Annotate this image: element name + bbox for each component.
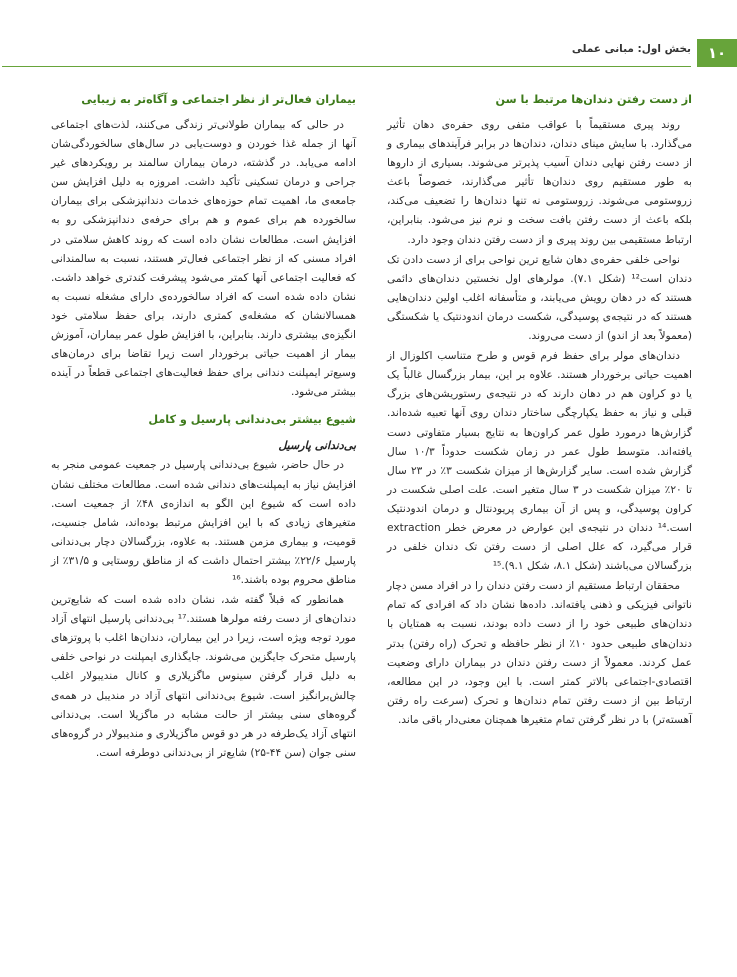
paragraph: روند پیری مستقیماً با عواقب متفی روی حفره‌ی دهان تأثیر می‌گذارد. با سایش مینای دندان، دندان‌ها در برابر فرآیندهای بیماری و از دست رفتن نهایی دندان آسیب پذیرتر می‌شوند. بسیاری از داروها به طور مستقیم روی دندان‌ها تأثیر می‌گذارند، خصوصاً باعث زروستومی می‌شوند. زروستومی نه تنها دندان‌ها را تضعیف می‌کند، بلکه باعث از دست رفتن بافت سخت و نرم نیز می‌شود. بنابراین، ارتباط مستقیمی بین روند پیری و از دست رفتن دندان وجود دارد. [387, 119, 692, 246]
paragraph: در حال حاضر، شیوع بی‌دندانی پارسیل در جمعیت عمومی منجر به افزایش نیاز به ایمپلنت‌های دندانی شده است. مطالعات مختلف نشان داده است که شیوع این الگو به اندازه‌ی ۴۸٪ از جمعیت است. متغیرهای زیادی که با این افزایش مرتبط بوده‌اند، شامل جنسیت، قومیت، و بیماری مزمن هستند. به علاوه، بزرگسالان دچار بی‌دندانی پارسیل ۲۲/۶٪ بیشتر احتمال داشت که از مناطق روستایی و ۳۱/۵٪ از مناطق محروم بوده باشند.¹⁶ [51, 459, 356, 586]
page-header [0, 39, 737, 65]
paragraph: در حالی که بیماران طولانی‌تر زندگی می‌کنند، لذت‌های اجتماعی آنها از جمله غذا خوردن و دوست‌یابی در سال‌های سالخوردگی‌شان ادامه می‌یابد. در گذشته، درمان بیماران سالمند بر رویکردهای غیر جراحی و درمان تسکینی تأکید داشت. امروزه به دلیل افزایش سن جامعه‌ی ما، اهمیت تمام حوزه‌های خدمات دندانپزشکی برای بیماران سالخورده هم برای عموم و هم برای حرفه‌ی دندانپزشکی رو به افزایش است. مطالعات نشان داده است که روند کاهش سلامتی در افراد مسنی که از نظر اجتماعی فعال‌تر هستند، نسبت به سالمندانی که فعالیت اجتماعی آنها کمتر می‌شود پیشرفت کندتری خواهد داشت. نشان داده شده است که افراد سالخورده‌ی دارای مشغله نسبت به همسالانشان که مشغله‌ی کمتری دارند، برای حفظ سلامتی خود انگیزه‌ی بیشتری دارند. بنابراین، با افزایش طول عمر بیماران، آموزش بیمار از اهمیت حیاتی برخوردار است زیرا تقاضا برای درمان‌های وسیع‌تر ایمپلنت دندانی برای حفظ فعالیت‌های اجتماعی قطعاً در آینده بیشتر می‌شود. [51, 119, 356, 399]
paragraph: نواحی خلفی حفره‌ی دهان شایع ترین نواحی برای از دست دادن تک دندان است¹² (شکل ۷.۱). مولرهای اول نخستین دندان‌های دائمی هستند که در دهان رویش می‌یابند، و متأسفانه اغلب اولین دندان‌هایی هستند که در نتیجه‌ی پوسیدگی، شکست درمان اندودنتیک یا شکستگی (معمولاً بعد از اندو) از دست می‌روند. [387, 253, 692, 343]
paragraph: دندان‌های مولر برای حفظ فرم قوس و طرح متناسب اکلوزال از اهمیت حیاتی برخوردار هستند. علاوه بر این، بیمار بزرگسال غالباً یک یا دو کراون هم در دهان دارند که در نتیجه‌ی رستوریشن‌های بزرگ قبلی و نیاز به حفظ یکپارچگی ساختار دندان روی آنها تعبیه شده‌اند. گزارش‌ها درمورد طول عمر کراون‌ها به نتایج بسیار متفاوتی دست یافته‌اند. متوسط طول عمر در زمان شکست حدوداً ۱۰/۳ سال گزارش شده است. سایر گزارش‌ها از میزان شکست ۳٪ در ۲۳ سال تا ۲۰٪ میزان شکست در ۳ سال متغیر است. علت اصلی شکست در کراون پوسیدگی، و پس از آن بیماری پریودنتال و درمان اندودنتیک است.¹⁴ دندان در نتیجه‌ی این عوارض در معرض خطر extraction قرار می‌گیرد، که علل اصلی از دست رفتن تک دندان خلفی در بزرگسالان می‌باشند (شکل ۸.۱، شکل ۹.۱).¹⁵ [387, 350, 692, 573]
sub-heading-partial-edentulism: بی‌دندانی پارسیل [278, 439, 356, 453]
left-column [51, 90, 356, 763]
section-heading-active-patients: بیماران فعال‌تر از نظر اجتماعی و آگاه‌تر به زیبایی [81, 93, 356, 106]
paragraph: همانطور که قبلاً گفته شد، نشان داده شده است که شایع‌ترین دندان‌های از دست رفته مولرها هستند.¹⁷ بی‌دندانی پارسیل انتهای آزاد مورد توجه ویژه است، زیرا در این بیماران، دندان‌ها اغلب با پروتزهای پارسیل متحرک جایگزین می‌شوند. جایگذاری ایمپلنت در نواحی خلفی به دلیل قرار گرفتن سینوس ماگزیلاری و کانال مندیبولار اغلب چالش‌برانگیز است. شیوع بی‌دندانی انتهای آزاد در مندیبل در همه‌ی گروه‌های سنی بیشتر از حالت مشابه در ماگزیلا است. بی‌دندانی انتهای آزاد یک‌طرفه در هر دو قوس ماگزیلاری و مندیبولار در گروه‌های سنی جوان (سن ۴۴-۲۵) شایع‌تر از بی‌دندانی دوطرفه است. [51, 594, 357, 759]
header-rule [2, 66, 691, 67]
section-heading-tooth-loss: از دست رفتن دندان‌ها مرتبط با سن [495, 93, 692, 106]
right-column [387, 90, 692, 730]
paragraph: محققان ارتباط مستقیم از دست رفتن دندان را در افراد مسن دچار ناتوانی فیزیکی و ذهنی یافته‌اند. داده‌ها نشان داد که افرادی که تمام دندان‌های طبیعی خود را از دست داده بودند، نسبت به همتایان با دندان‌های طبیعی حدود ۱۰٪ از نظر حافظه و تحرک (راه رفتن) بدتر عمل کردند. معمولاً از دست رفتن دندان در بیماران دارای وضعیت اقتصادی-اجتماعی بالاتر کمتر است. با این وجود، در این مطالعه، ارتباط بین از دست رفتن تمام دندان‌ها و تحرک (سرعت راه رفتن آهسته‌تر) با در نظر گرفتن تمام متغیرها همچنان معنی‌دار باقی ماند. [387, 580, 693, 726]
section-heading-edentulism: شیوع بیشتر بی‌دندانی پارسیل و کامل [148, 413, 356, 427]
running-title: بخش اول: مبانی عملی [571, 43, 691, 55]
page-number-badge: ۱۰ [697, 39, 737, 67]
